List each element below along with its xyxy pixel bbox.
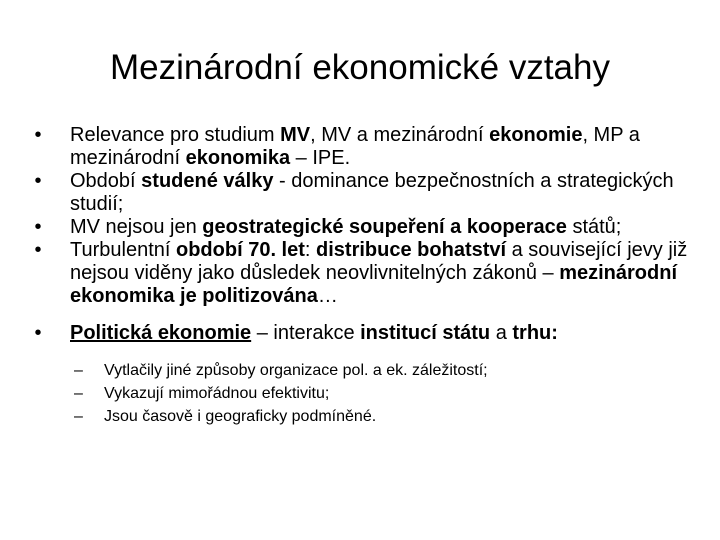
bullet-item: • MV nejsou jen geostrategické soupeření a kooperace států;	[28, 216, 688, 239]
sub-item: – Vykazují mimořádnou efektivitu;	[70, 382, 688, 405]
dash-marker: –	[74, 408, 83, 425]
dash-marker: –	[74, 362, 83, 379]
bullet-marker: •	[34, 322, 42, 344]
sub-item: – Jsou časově i geograficky podmíněné.	[70, 405, 688, 428]
bullet-marker: •	[34, 170, 42, 192]
sub-list	[70, 359, 688, 428]
bullet-marker: •	[34, 216, 42, 238]
bullet-list	[28, 124, 688, 428]
bullet-item: • Turbulentní období 70. let: distribuce bohatství a související jevy již nejsou viděny jako důsledek neovlivnitelných zákonů – mezinárodní ekonomika je politizována…	[28, 239, 688, 308]
bullet-item: • Období studené války - dominance bezpečnostních a strategických studií;	[28, 170, 688, 216]
bullet-marker: •	[34, 124, 42, 146]
slide-title: Mezinárodní ekonomické vztahy	[110, 48, 610, 87]
bullet-item: • Relevance pro studium MV, MV a mezinárodní ekonomie, MP a mezinárodní ekonomika – IPE.	[28, 124, 688, 170]
bullet-marker: •	[34, 239, 42, 261]
bullet-item: • Politická ekonomie – interakce institucí státu a trhu: – Vytlačily jiné způsoby organizace pol. a ek. záležitostí; – Vykazují mimořádnou efektivitu; – Jsou časově i geograficky podmíněné.	[28, 322, 688, 428]
dash-marker: –	[74, 385, 83, 402]
sub-item: – Vytlačily jiné způsoby organizace pol. a ek. záležitostí;	[70, 359, 688, 382]
